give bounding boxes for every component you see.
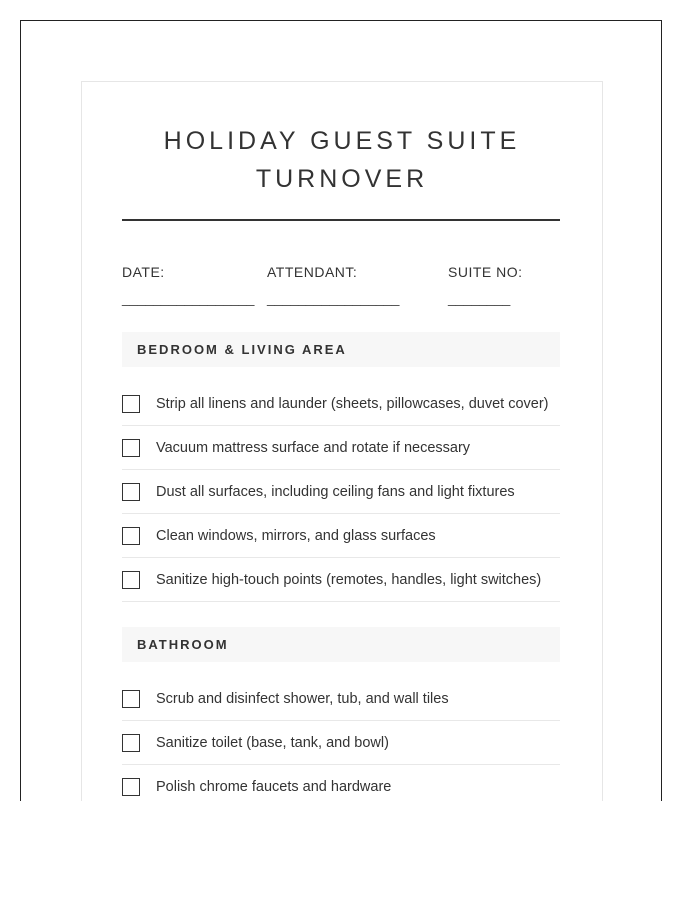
checklist-item xyxy=(122,721,560,765)
checklist-item-label: Dust all surfaces, including ceiling fans and light fixtures xyxy=(156,483,515,500)
date-label: DATE: xyxy=(122,264,165,280)
date-blank-line: _________________ xyxy=(122,290,255,306)
checklist-item-label: Strip all linens and launder (sheets, pillowcases, duvet cover) xyxy=(156,395,549,412)
checklist-bathroom xyxy=(122,677,560,801)
checkbox[interactable] xyxy=(122,527,140,545)
checkbox[interactable] xyxy=(122,483,140,501)
date-field xyxy=(122,264,254,306)
section-heading-bathroom: BATHROOM xyxy=(122,627,560,662)
checklist-item xyxy=(122,677,560,721)
section-heading-bedroom: BEDROOM & LIVING AREA xyxy=(122,332,560,367)
checklist-item xyxy=(122,470,560,514)
checklist-item-label: Scrub and disinfect shower, tub, and wall tiles xyxy=(156,690,449,707)
suite-number-blank-line: ________ xyxy=(448,290,511,306)
checklist-item xyxy=(122,426,560,470)
checkbox[interactable] xyxy=(122,690,140,708)
attendant-field xyxy=(267,264,399,306)
checkbox[interactable] xyxy=(122,571,140,589)
checklist-item xyxy=(122,382,560,426)
checklist-item xyxy=(122,765,560,801)
attendant-label: ATTENDANT: xyxy=(267,264,358,280)
checklist-item-label: Vacuum mattress surface and rotate if necessary xyxy=(156,439,471,456)
checklist-item-label: Sanitize toilet (base, tank, and bowl) xyxy=(156,734,389,751)
checklist-item-label: Polish chrome faucets and hardware xyxy=(156,778,392,795)
title-divider xyxy=(122,219,560,221)
checklist-sheet xyxy=(81,81,603,801)
checkbox[interactable] xyxy=(122,439,140,457)
attendant-blank-line: _________________ xyxy=(267,290,400,306)
checklist-item xyxy=(122,514,560,558)
checkbox[interactable] xyxy=(122,734,140,752)
checkbox[interactable] xyxy=(122,778,140,796)
suite-number-field xyxy=(448,264,523,306)
checklist-item xyxy=(122,558,560,602)
checkbox[interactable] xyxy=(122,395,140,413)
suite-number-label: SUITE NO: xyxy=(448,264,523,280)
checklist-item-label: Sanitize high-touch points (remotes, handles, light switches) xyxy=(156,571,542,588)
document-viewport[interactable] xyxy=(20,20,662,801)
checklist-bedroom xyxy=(122,382,560,602)
checklist-item-label: Clean windows, mirrors, and glass surfaces xyxy=(156,527,436,544)
document-title: HOLIDAY GUEST SUITE TURNOVER xyxy=(163,127,521,193)
